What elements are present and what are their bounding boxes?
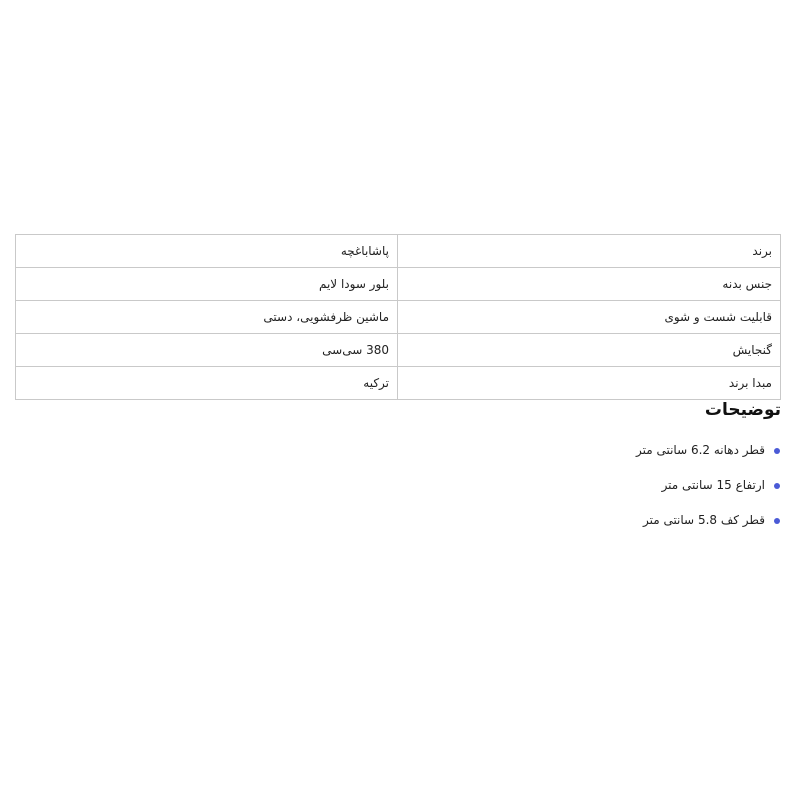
spec-key-washability: قابلیت شست و شوی (398, 301, 781, 334)
list-item-text: قطر کف 5.8 سانتی متر (642, 513, 765, 527)
description-list (636, 437, 780, 542)
spec-value-capacity: 380 سی‌سی (16, 334, 398, 367)
spec-key-brand: برند (398, 235, 781, 268)
list-item (636, 437, 780, 472)
list-item (636, 472, 780, 507)
spec-value-washability: ماشین ظرفشویی، دستی (16, 301, 398, 334)
table-row (16, 334, 781, 367)
description-title: توضیحات (704, 400, 781, 420)
spec-key-brand-origin: مبدا برند (398, 367, 781, 400)
spec-value-brand-origin: ترکیه (16, 367, 398, 400)
bullet-dot-icon (774, 448, 780, 454)
specs-table (15, 234, 781, 400)
spec-value-brand: پاشاباغچه (16, 235, 398, 268)
table-row (16, 268, 781, 301)
table-row (16, 235, 781, 268)
list-item-text: ارتفاع 15 سانتی متر (661, 478, 765, 492)
spec-key-capacity: گنجایش (398, 334, 781, 367)
spec-value-body-material: بلور سودا لایم (16, 268, 398, 301)
bullet-dot-icon (774, 483, 780, 489)
table-row (16, 367, 781, 400)
list-item (636, 507, 780, 542)
table-row (16, 301, 781, 334)
list-item-text: قطر دهانه 6.2 سانتی متر (635, 443, 765, 457)
bullet-dot-icon (774, 518, 780, 524)
spec-key-body-material: جنس بدنه (398, 268, 781, 301)
